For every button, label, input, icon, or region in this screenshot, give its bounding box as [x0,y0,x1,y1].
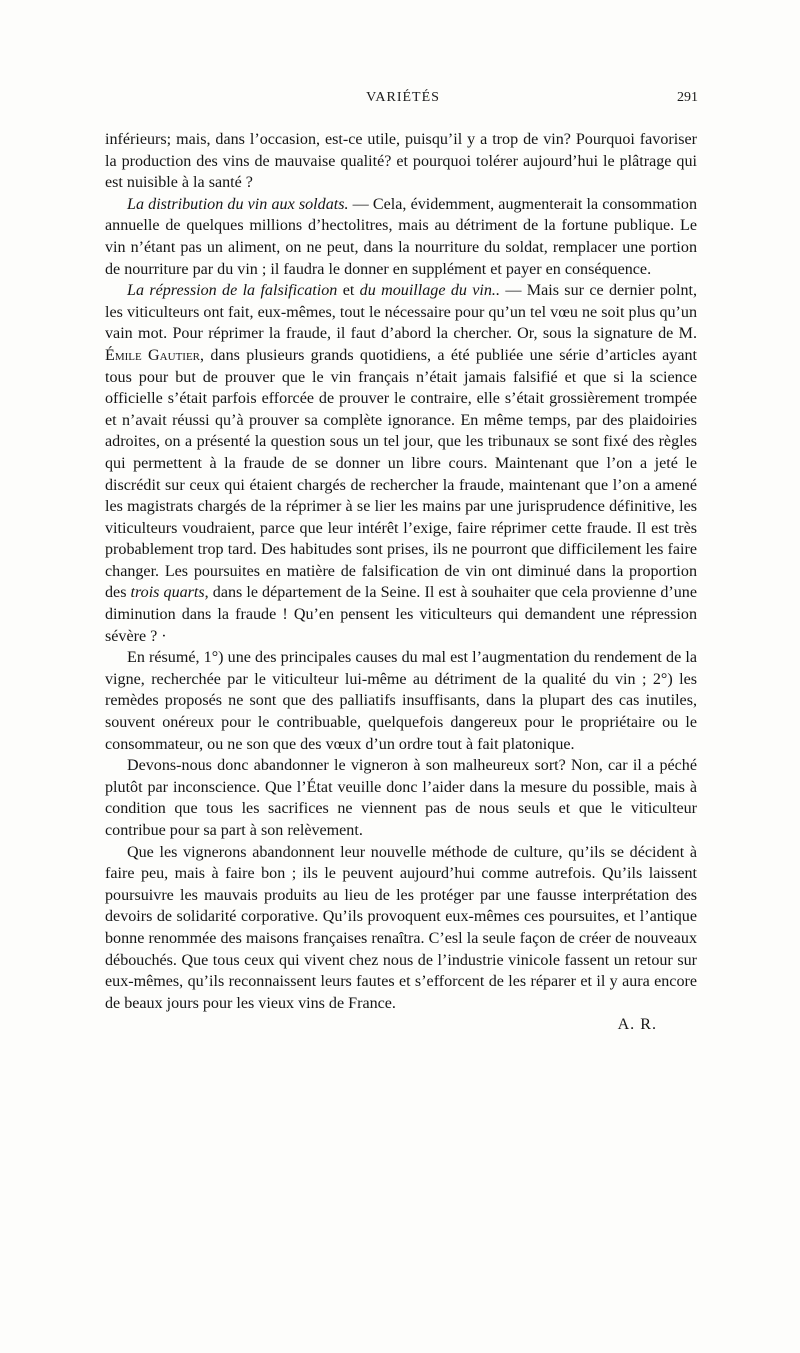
running-title: VARIÉTÉS [366,90,440,105]
paragraph-3-text-c: , dans le département de la Seine. Il est à souhaiter que cela provienne d’une diminution dans la fraude ! Qu’en pensent les viticulteurs qui demandent une répression sévère ? · [105,584,697,645]
paragraph-4-text: En résumé, 1°) une des principales causes du mal est l’augmentation du rendement de la vigne, recherchée par le viticulteur lui-même au détriment de la qualité du vin ; 2°) les remèdes proposés ne sont que des palliatifs insuffisants, dans la plupart des cas inutiles, souvent onéreux pour le contribuable, quelquefois dangereux pour le propriétaire ou le consommateur, ou ne son que des vœux d’un ordre tout à fait platonique. [105,649,697,753]
emphasis-trois-quarts: trois quarts [130,584,205,602]
signature: A. R. [617,1016,657,1034]
paragraph-3-connector: et [337,282,360,300]
paragraph-5-text: Devons-nous donc abandonner le vigneron à son malheureux sort? Non, car il a péché plutôt par inconscience. Que l’État veuille donc l’aider dans la mesure du possible, mais à condition que tous les sacrifices ne viennent pas de nous seuls et que le viticulteur contribue pour sa part à son relèvement. [105,757,697,839]
article-body [105,129,697,1036]
paragraph-5 [105,755,697,841]
page-number: 291 [677,90,698,105]
paragraph-1-text: inférieurs; mais, dans l’occasion, est-ce utile, puisqu’il y a trop de vin? Pourquoi favoriser la production des vins de mauvaise qualité? et pourquoi tolérer aujourd’hui le plâtrage qui est nuisible à la santé ? [105,131,697,192]
author-name: Émile Gautier [105,346,201,364]
paragraph-1 [105,129,697,194]
paragraph-6-text: Que les vignerons abandonnent leur nouvelle méthode de culture, qu’ils se décident à faire peu, mais à faire bon ; ils le peuvent aujourd’hui comme autrefois. Qu’ils laissent poursuivre les mauvais produits au lieu de les protéger par une fausse interprétation des devoirs de solidarité corporative. Qu’ils provoquent eux-mêmes ces poursuites, et l’antique bonne renommée des maisons françaises renaîtra. C’esl la seule façon de créer de nouveaux débouchés. Que tous ceux qui vivent chez nous de l’industrie vinicole fassent un retour sur eux-mêmes, qu’ils reconnaissent leurs fautes et s’efforcent de les réparer et il y aura encore de beaux jours pour les vieux vins de France. [105,843,697,1012]
paragraph-3-text-a: — Mais sur ce dernier polnt, les viticulteurs ont fait, eux-mêmes, tout le nécessaire pour qu’un tel vœu ne soit plus qu’un vain mot. Pour réprimer la fraude, il faut d’abord la chercher. Or, sous la signature de M. [105,282,697,343]
running-head [108,90,698,110]
paragraph-2-text: — Cela, évidemment, augmenterait la consommation annuelle de quelques millions d’hectolitres, mais au détriment de la fortune publique. Le vin n’étant pas un aliment, on ne peut, dans la nourriture du soldat, remplacer une portion de nourriture par du vin ; il faudra le donner en supplément et payer en conséquence. [105,195,697,278]
paragraph-3-text-b: , dans plusieurs grands quotidiens, a été publiée une série d’articles ayant tous pour but de prouver que le vin français n’était jamais falsifié et que si la science officielle s’était parfois efforcée de prouver le contraire, elle s’était grossièrement trompée et n’avait réussi qu’à prouver sa complète ignorance. En même temps, par des plaidoiries adroites, on a présenté la question sous un tel jour, que les tribunaux se sont fixé des règles qui permettent à la fraude de se donner un libre cours. Maintenant que l’on a jeté le discrédit sur ceux qui étaient chargés de rechercher la fraude, maintenant que l’on a amené les magistrats chargés de la réprimer à se lier les mains par une jurisprudence définitive, les viticulteurs voudraient, parce que leur intérêt l’exige, faire réprimer cette fraude. Il est très probablement trop tard. Des habitudes sont prises, ils ne pourront que difficilement les faire changer. Les poursuites en matière de falsification de vin ont diminué dans la proportion des [105,346,697,602]
paragraph-6 [105,842,697,1015]
section-title-mouillage: du mouillage du vin.. [359,282,500,300]
paragraph-2 [105,194,697,280]
section-title-repression: La répression de la falsification [127,282,338,300]
paragraph-3 [105,280,697,647]
section-title-soldiers: La distribution du vin aux soldats. [127,195,349,213]
paragraph-4 [105,647,697,755]
